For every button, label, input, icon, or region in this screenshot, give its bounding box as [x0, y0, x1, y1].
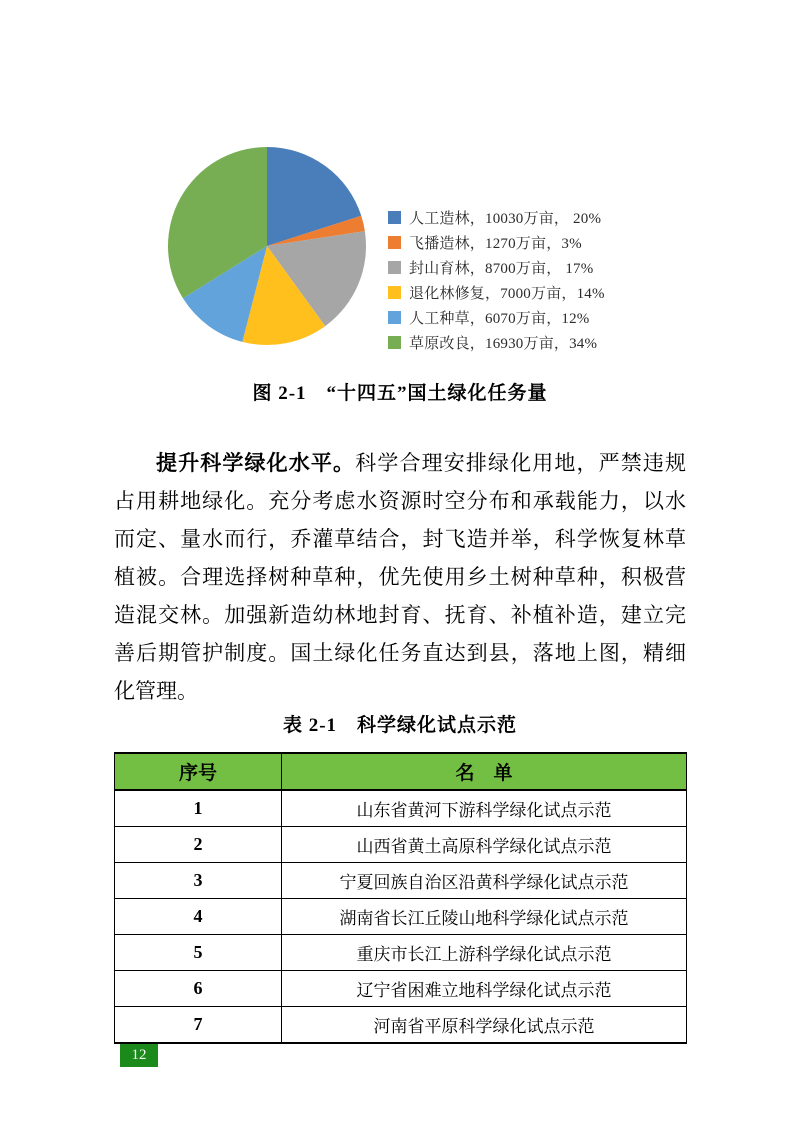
table-header-row	[115, 753, 687, 790]
paragraph-bold-lead: 提升科学绿化水平。	[156, 451, 356, 475]
table-caption: 表 2-1 科学绿化试点示范	[282, 715, 518, 736]
legend-item	[388, 280, 618, 305]
legend-item	[388, 205, 618, 230]
body-paragraph	[114, 444, 686, 710]
table-row	[115, 1007, 687, 1044]
legend-label: 人工造林，10030万亩， 20%	[409, 211, 602, 227]
paragraph-line	[114, 444, 686, 482]
row-name: 重庆市长江上游科学绿化试点示范	[282, 935, 687, 971]
legend-swatch-icon	[388, 211, 401, 224]
table-row	[115, 971, 687, 1007]
row-name: 宁夏回族自治区沿黄科学绿化试点示范	[282, 863, 687, 899]
legend-item	[388, 330, 618, 355]
legend-swatch-icon	[388, 261, 401, 274]
figure-caption: 图 2-1 “十四五”国土绿化任务量	[252, 383, 548, 404]
legend-label: 飞播造林，1270万亩，3%	[409, 236, 582, 252]
paragraph-line1-rest: 科学合理安排绿化用地，严禁违规	[355, 451, 686, 475]
legend-label: 封山育林，8700万亩， 17%	[409, 261, 594, 277]
legend-item	[388, 230, 618, 255]
legend-label: 人工种草，6070万亩，12%	[409, 311, 590, 327]
row-name: 山东省黄河下游科学绿化试点示范	[282, 790, 687, 827]
legend-label: 退化林修复，7000万亩，14%	[409, 286, 605, 302]
chart-legend	[388, 205, 618, 355]
legend-item	[388, 305, 618, 330]
table-row	[115, 899, 687, 935]
legend-swatch-icon	[388, 236, 401, 249]
page-number-badge: 12	[120, 1044, 158, 1067]
legend-item	[388, 255, 618, 280]
legend-swatch-icon	[388, 286, 401, 299]
row-number: 2	[115, 827, 282, 863]
legend-swatch-icon	[388, 336, 401, 349]
row-number: 1	[115, 790, 282, 827]
row-number: 7	[115, 1007, 282, 1044]
paragraph-line: 造混交林。加强新造幼林地封育、抚育、补植补造，建立完	[114, 603, 686, 627]
header-cell-name: 名 单	[282, 753, 687, 790]
row-name: 山西省黄土高原科学绿化试点示范	[282, 827, 687, 863]
row-number: 4	[115, 899, 282, 935]
legend-label: 草原改良，16930万亩，34%	[409, 336, 598, 352]
paragraph-line: 化管理。	[114, 679, 198, 703]
row-name: 河南省平原科学绿化试点示范	[282, 1007, 687, 1044]
pie-graphic	[156, 135, 378, 357]
row-number: 3	[115, 863, 282, 899]
row-number: 6	[115, 971, 282, 1007]
pie-chart	[0, 0, 800, 360]
paragraph-line: 善后期管护制度。国土绿化任务直达到县，落地上图，精细	[114, 641, 686, 665]
row-number: 5	[115, 935, 282, 971]
header-cell-no: 序号	[115, 753, 282, 790]
table-row	[115, 827, 687, 863]
pilot-demo-table	[114, 752, 687, 1044]
paragraph-line: 而定、量水而行，乔灌草结合，封飞造并举，科学恢复林草	[114, 527, 686, 551]
paragraph-line: 植被。合理选择树种草种，优先使用乡土树种草种，积极营	[114, 565, 686, 589]
table-row	[115, 790, 687, 827]
paragraph-line: 占用耕地绿化。充分考虑水资源时空分布和承载能力，以水	[114, 489, 686, 513]
row-name: 辽宁省困难立地科学绿化试点示范	[282, 971, 687, 1007]
table-row	[115, 935, 687, 971]
table-row	[115, 863, 687, 899]
legend-swatch-icon	[388, 311, 401, 324]
row-name: 湖南省长江丘陵山地科学绿化试点示范	[282, 899, 687, 935]
